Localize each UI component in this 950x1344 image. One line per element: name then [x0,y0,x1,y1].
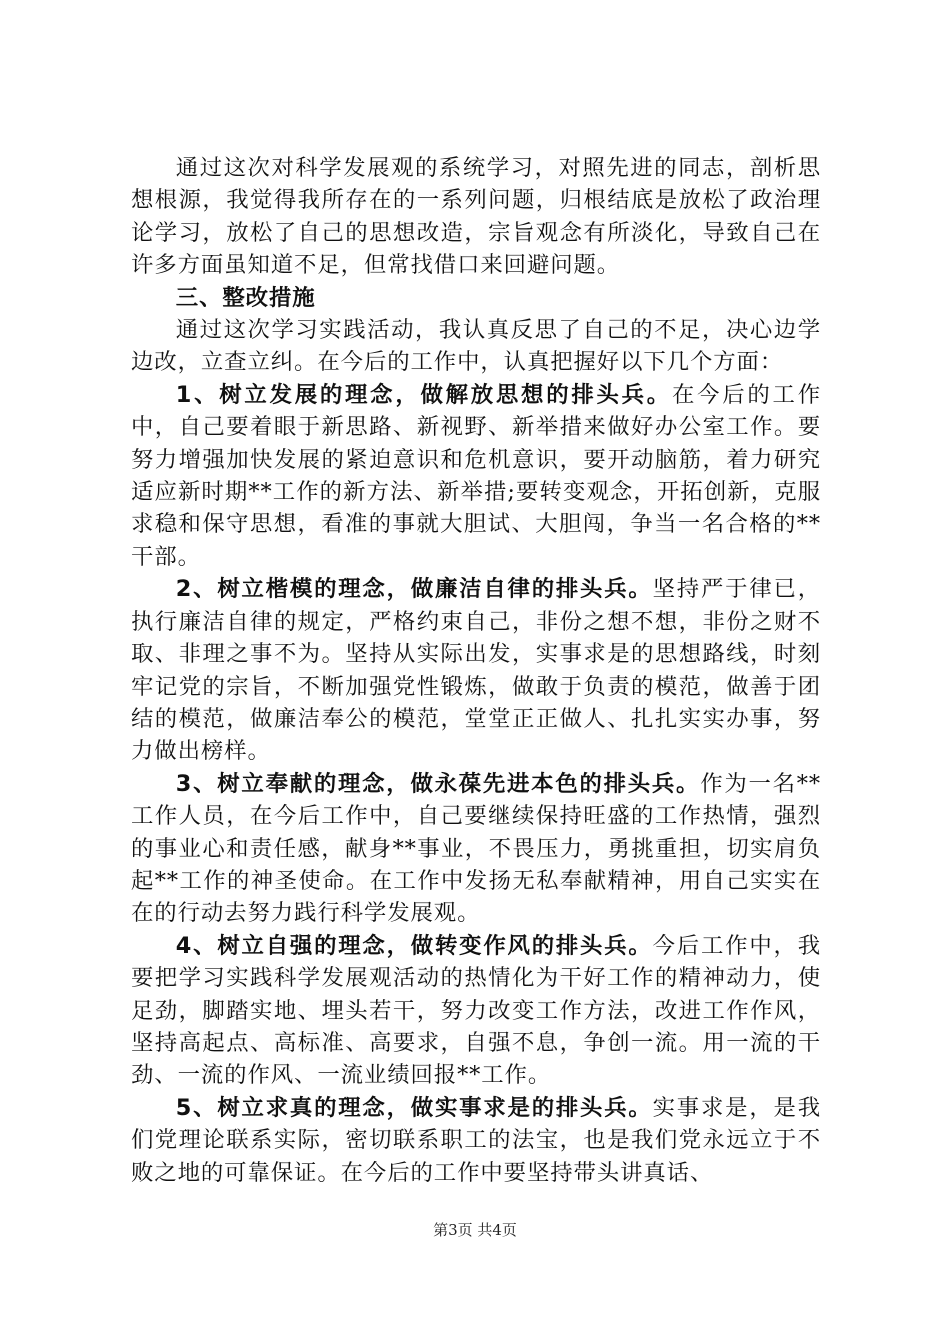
measure-item-4-lead: 4、树立自强的理念，做转变作风的排头兵。 [175,932,653,959]
measure-item-2 [131,573,821,767]
page-number-indicator: 第3页 共4页 [433,1221,517,1239]
measure-item-2-body: 坚持严于律已，执行廉洁自律的规定，严格约束自己，非份之想不想，非份之财不取、非理之事不为。坚持从实际出发，实事求是的思想路线，时刻牢记党的宗旨，不断加强党性锻炼，做敢于负责的模范，做善于团结的模范，做廉洁奉公的模范，堂堂正正做人、扎扎实实办事，努力做出榜样。 [131,576,821,765]
measure-item-4-body: 今后工作中，我要把学习实践科学发展观活动的热情化为干好工作的精神动力，使足劲，脚踏实地、埋头若干，努力改变工作方法，改进工作作风，坚持高起点、高标准、高要求，自强不息，争创一流。用一流的干劲、一流的作风、一流业绩回报**工作。 [131,932,821,1089]
section-heading: 三、整改措施 [175,284,316,311]
document-body [131,152,821,1189]
measure-item-3-lead: 3、树立奉献的理念，做永葆先进本色的排头兵。 [175,770,701,797]
measure-item-1-lead: 1、树立发展的理念，做解放思想的排头兵。 [175,381,672,408]
measure-item-3 [131,768,821,930]
measure-item-3-body: 作为一名**工作人员，在今后工作中，自己要继续保持旺盛的工作热情，强烈的事业心和责任感，献身**事业，不畏压力，勇挑重担，切实肩负起**工作的神圣使命。在工作中发扬无私奉献精神，用自己实实在在的行动去努力践行科学发展观。 [131,770,821,927]
measure-item-5 [131,1092,821,1189]
section-intro-paragraph: 通过这次学习实践活动，我认真反思了自己的不足，决心边学边改，立查立纠。在今后的工作中，认真把握好以下几个方面： [131,317,821,376]
measure-item-5-body: 实事求是，是我们党理论联系实际，密切联系职工的法宝，也是我们党永远立于不败之地的可靠保证。在今后的工作中要坚持带头讲真话、 [131,1094,821,1186]
measure-item-2-lead: 2、树立楷模的理念，做廉洁自律的排头兵。 [175,576,653,603]
measure-item-5-lead: 5、树立求真的理念，做实事求是的排头兵。 [175,1094,653,1121]
measure-item-1-body: 在今后的工作中，自己要着眼于新思路、新视野、新举措来做好办公室工作。要努力增强加快发展的紧迫意识和危机意识，要开动脑筋，着力研究适应新时期**工作的新方法、新举措;要转变观念，开拓创新，克服求稳和保守思想，看准的事就大胆试、大胆闯，争当一名合格的**干部。 [131,381,821,570]
intro-paragraph: 通过这次对科学发展观的系统学习，对照先进的同志，剖析思想根源，我觉得我所存在的一系列问题，归根结底是放松了政治理论学习，放松了自己的思想改造，宗旨观念有所淡化，导致自己在许多方面虽知道不足，但常找借口来回避问题。 [131,155,821,279]
measure-item-4 [131,930,821,1092]
page-footer [0,1220,950,1240]
measure-item-1 [131,379,821,573]
